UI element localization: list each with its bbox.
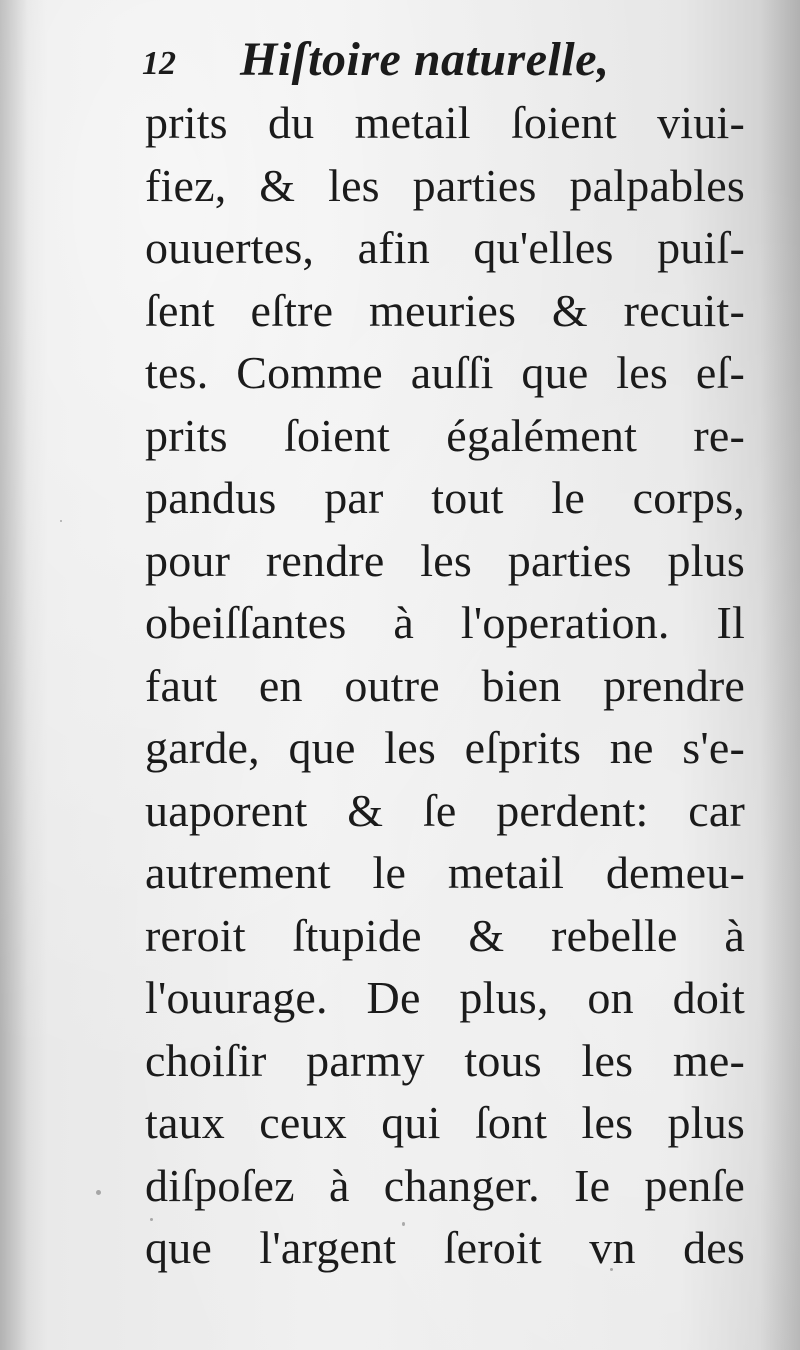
text-line: prits ſoient égalément re- [145, 409, 745, 461]
text-line: pour rendre les parties plus [145, 534, 745, 586]
text-line: tes. Comme auſſi que les eſ- [145, 347, 745, 398]
text-line: que l'argent ſeroit vn des [145, 1222, 745, 1273]
text-line: faut en outre bien prendre [145, 659, 745, 711]
text-line: reroit ſtupide & rebelle à [145, 909, 745, 961]
text-line: l'ouurage. De plus, on doit [145, 972, 745, 1023]
text-line: fiez, & les parties palpables [145, 159, 745, 211]
text-line: ouuertes, afin qu'elles puiſ- [145, 222, 745, 273]
running-title: Hiſtoire naturelle, [240, 33, 610, 86]
text-line: autrement le metail demeu- [145, 847, 745, 898]
paper-speck [610, 1268, 613, 1271]
text-line: diſpoſez à changer. Ie penſe [145, 1159, 745, 1211]
paper-speck [402, 1222, 405, 1226]
text-line: ſent eſtre meuries & recuit- [145, 284, 745, 336]
paper-speck [150, 1218, 153, 1221]
text-line: uaporent & ſe perdent: car [145, 784, 745, 836]
page-gutter-shadow [0, 0, 28, 1350]
body-text [145, 92, 745, 1280]
text-line: prits du metail ſoient viui- [145, 97, 745, 148]
text-line: obeiſſantes à l'operation. Il [145, 597, 745, 648]
paper-speck [60, 520, 62, 522]
paper-speck [96, 1190, 101, 1195]
page-edge-shadow [760, 0, 800, 1350]
text-line: choiſir parmy tous les me- [145, 1034, 745, 1086]
page-number: 12 [142, 45, 176, 82]
text-line: pandus par tout le corps, [145, 472, 745, 523]
text-line: taux ceux qui ſont les plus [145, 1097, 745, 1148]
text-line: garde, que les eſprits ne s'e- [145, 722, 745, 773]
page-header [140, 30, 740, 90]
